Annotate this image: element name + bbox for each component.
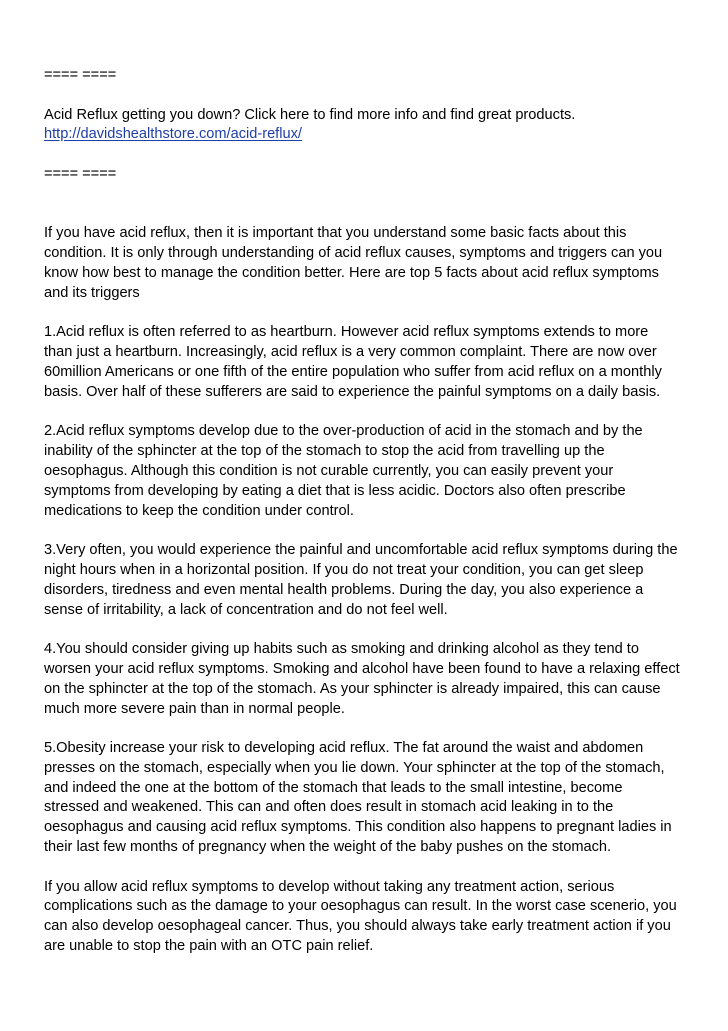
paragraph-line: worsen your acid reflux symptoms. Smoking and alcohol have been found to have a relaxing effect bbox=[44, 660, 680, 677]
paragraph-line: disorders, tiredness and even mental health problems. During the day, you also experience a bbox=[44, 581, 644, 598]
spacer bbox=[44, 858, 694, 878]
paragraph-line: medications to keep the condition under control. bbox=[44, 502, 354, 519]
paragraph-line: sense of irritability, a lack of concentration and do not feel well. bbox=[44, 601, 448, 618]
spacer bbox=[44, 304, 694, 324]
paragraph-line: 2.Acid reflux symptoms develop due to the over-production of acid in the stomach and by the bbox=[44, 423, 643, 440]
paragraph-line: oesophagus. Although this condition is not curable currently, you can easily prevent your bbox=[44, 462, 614, 479]
paragraph-line: their last few months of pregnancy when the weight of the baby pushes on the stomach. bbox=[44, 839, 612, 856]
header-separator-top bbox=[44, 66, 694, 86]
spacer bbox=[44, 403, 694, 423]
spacer bbox=[44, 86, 694, 106]
fact-paragraph-4 bbox=[44, 640, 694, 719]
paragraph-line: much more severe pain than in normal people. bbox=[44, 700, 345, 717]
paragraph-line: If you allow acid reflux symptoms to develop without taking any treatment action, serious bbox=[44, 878, 615, 895]
paragraph-line: than just a heartburn. Increasingly, acid reflux is a very common complaint. There are now over bbox=[44, 344, 657, 361]
paragraph-line: oesophagus and causing acid reflux symptoms. This condition also happens to pregnant ladies in bbox=[44, 819, 672, 836]
promo-paragraph bbox=[44, 106, 694, 146]
paragraph-line: presses on the stomach, especially when you lie down. Your sphincter at the top of the stomach, bbox=[44, 759, 665, 776]
paragraph-line: basis. Over half of these sufferers are said to experience the painful symptoms on a daily basis. bbox=[44, 383, 661, 400]
paragraph-line: on the sphincter at the top of the stomach. As your sphincter is already impaired, this can cause bbox=[44, 680, 661, 697]
spacer bbox=[44, 521, 694, 541]
header-separator-bottom bbox=[44, 165, 694, 185]
paragraph-line: 3.Very often, you would experience the painful and uncomfortable acid reflux symptoms during the bbox=[44, 542, 678, 559]
paragraph-line: If you have acid reflux, then it is important that you understand some basic facts about this bbox=[44, 225, 627, 242]
paragraph-line: 1.Acid reflux is often referred to as heartburn. However acid reflux symptoms extends to more bbox=[44, 324, 649, 341]
promo-link[interactable]: http://davidshealthstore.com/acid-reflux/ bbox=[44, 126, 302, 143]
paragraph-line: condition. It is only through understanding of acid reflux causes, symptoms and triggers can you bbox=[44, 245, 663, 262]
paragraph-line: can also develop oesophageal cancer. Thus, you should always take early treatment action if you bbox=[44, 918, 671, 935]
paragraph-line: know how best to manage the condition better. Here are top 5 facts about acid reflux symptoms bbox=[44, 264, 659, 281]
intro-paragraph bbox=[44, 224, 694, 303]
promo-text: Acid Reflux getting you down? Click here to find more info and find great products. bbox=[44, 106, 576, 123]
fact-paragraph-2 bbox=[44, 422, 694, 521]
fact-paragraph-1 bbox=[44, 323, 694, 402]
paragraph-line: night hours when in a horizontal position. If you do not treat your condition, you can get sleep bbox=[44, 561, 644, 578]
fact-paragraph-5 bbox=[44, 739, 694, 858]
paragraph-line: 4.You should consider giving up habits such as smoking and drinking alcohol as they tend to bbox=[44, 641, 639, 658]
spacer bbox=[44, 185, 694, 225]
paragraph-line: 60million Americans or one fifth of the entire population who suffer from acid reflux on a monthly bbox=[44, 363, 662, 380]
document-page bbox=[44, 66, 694, 957]
spacer bbox=[44, 145, 694, 165]
paragraph-line: are unable to stop the pain with an OTC pain relief. bbox=[44, 938, 374, 955]
paragraph-line: symptoms from developing by eating a diet that is less acidic. Doctors also often prescribe bbox=[44, 482, 626, 499]
paragraph-line: and its triggers bbox=[44, 284, 140, 301]
paragraph-line: inability of the sphincter at the top of the stomach to stop the acid from travelling up the bbox=[44, 443, 605, 460]
spacer bbox=[44, 719, 694, 739]
fact-paragraph-3 bbox=[44, 541, 694, 620]
paragraph-line: stressed and weakened. This can and often does result in stomach acid leaking in to the bbox=[44, 799, 614, 816]
paragraph-line: 5.Obesity increase your risk to developing acid reflux. The fat around the waist and abdomen bbox=[44, 740, 644, 757]
paragraph-line: and indeed the one at the bottom of the stomach that leads to the small intestine, become bbox=[44, 779, 623, 796]
paragraph-line: complications such as the damage to your oesophagus can result. In the worst case scenerio, you bbox=[44, 898, 677, 915]
separator-text: ==== ==== bbox=[44, 67, 117, 83]
conclusion-paragraph bbox=[44, 878, 694, 957]
separator-text: ==== ==== bbox=[44, 165, 117, 182]
spacer bbox=[44, 620, 694, 640]
